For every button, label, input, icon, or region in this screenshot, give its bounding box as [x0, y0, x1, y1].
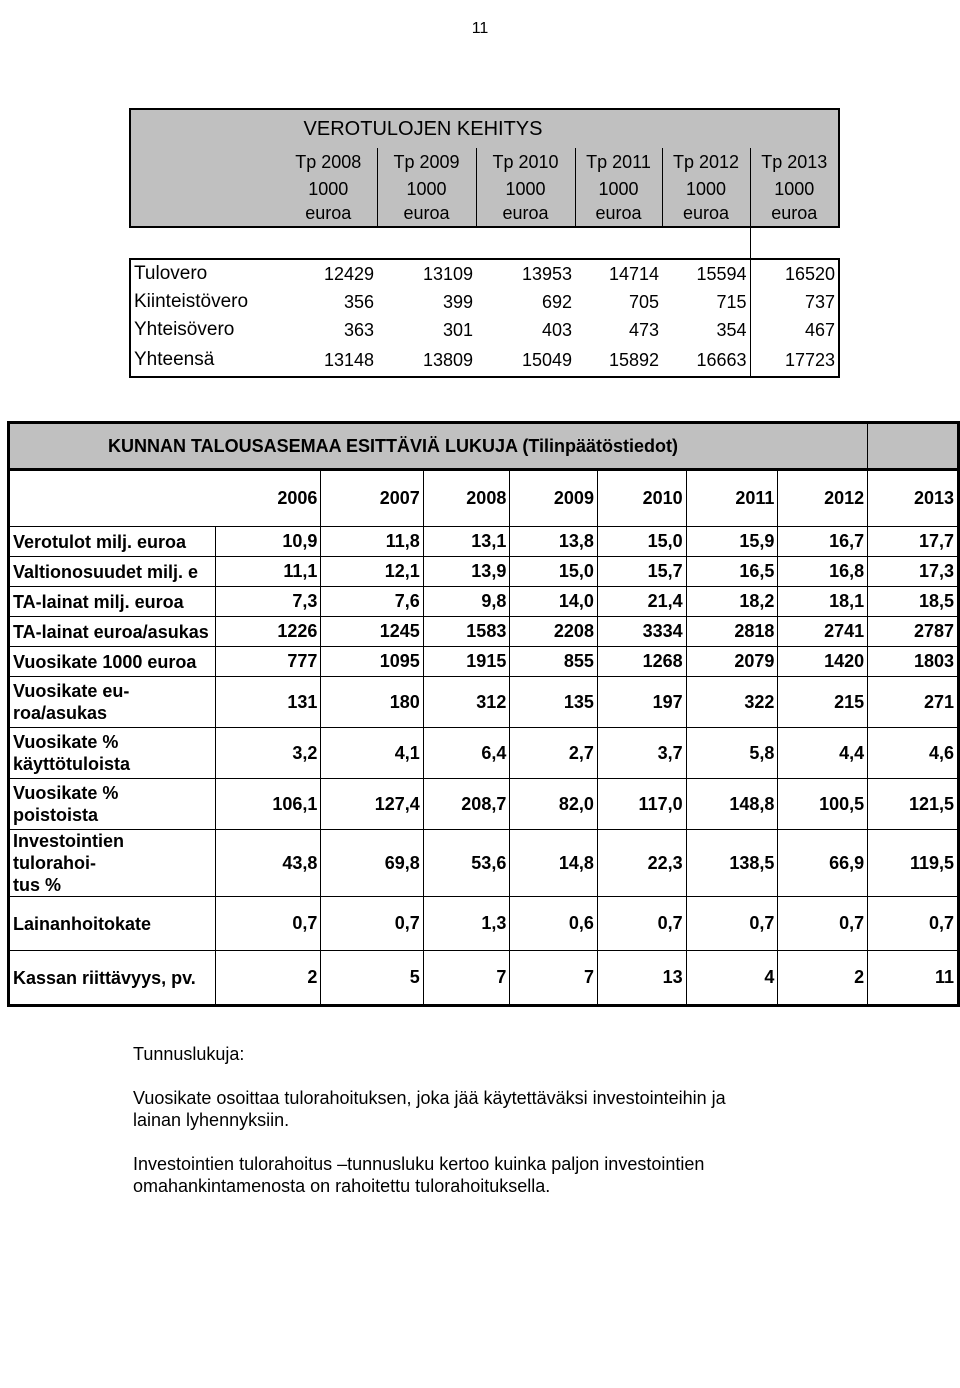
note-paragraph: Vuosikate osoittaa tulorahoituksen, joka jää käytettäväksi investointeihin ja lainan lyhennyksiin.	[133, 1088, 726, 1130]
unit-header: 1000 euroa	[476, 176, 575, 227]
year-header: Tp 2012	[662, 148, 750, 176]
unit-header: 1000 euroa	[575, 176, 662, 227]
table-row: TA-lainat milj. euroa 7,3 7,6 9,8 14,0 21,4 18,2 18,1 18,5	[9, 587, 959, 617]
tax-revenue-table	[129, 108, 840, 378]
notes-heading: Tunnuslukuja:	[133, 1044, 245, 1064]
year-header: 2012	[778, 470, 868, 527]
unit-header: 1000 euroa	[750, 176, 839, 227]
year-header: Tp 2008	[280, 148, 377, 176]
year-header: Tp 2010	[476, 148, 575, 176]
year-header: 2007	[321, 470, 423, 527]
notes-section	[133, 1043, 853, 1197]
table-row: Yhteisövero 363 301 403 473 354 467	[130, 316, 839, 344]
table-row: Vuosikate % poistoista 106,1 127,4 208,7 82,0 117,0 148,8 100,5 121,5	[9, 779, 959, 830]
table-title: VEROTULOJEN KEHITYS	[130, 109, 839, 148]
year-header: Tp 2011	[575, 148, 662, 176]
table-row: Investointien tulorahoi- tus % 43,8 69,8 53,6 14,8 22,3 138,5 66,9 119,5	[9, 830, 959, 897]
table-row: Vuosikate % käyttötuloista 3,2 4,1 6,4 2,7 3,7 5,8 4,4 4,6	[9, 728, 959, 779]
table-row: Yhteensä 13148 13809 15049 15892 16663 17723	[130, 344, 839, 377]
financial-indicators-table	[7, 421, 960, 1007]
unit-header: 1000 euroa	[377, 176, 476, 227]
page-number: 11	[471, 20, 489, 37]
table-row: Kassan riittävyys, pv. 2 5 7 7 13 4 2 11	[9, 951, 959, 1006]
year-header: 2006	[277, 488, 318, 508]
year-header: 2008	[423, 470, 510, 527]
year-header: 2013	[868, 470, 959, 527]
unit-header: 1000 euroa	[280, 176, 377, 227]
table-row: Lainanhoitokate 0,7 0,7 1,3 0,6 0,7 0,7 0,7 0,7	[9, 897, 959, 951]
note-paragraph: Investointien tulorahoitus –tunnusluku kertoo kuinka paljon investointien omahankintamenosta on rahoitettu tulorahoituksella.	[133, 1154, 705, 1196]
table-row: Vuosikate eu- roa/asukas 131 180 312 135 197 322 215 271	[9, 677, 959, 728]
table-row: Valtionosuudet milj. e 11,1 12,1 13,9 15,0 15,7 16,5 16,8 17,3	[9, 557, 959, 587]
table-row: Tulovero 12429 13109 13953 14714 15594 16520	[130, 259, 839, 288]
year-header: Tp 2009	[377, 148, 476, 176]
unit-header: 1000 euroa	[662, 176, 750, 227]
year-header: 2011	[686, 470, 778, 527]
year-header: 2009	[510, 470, 598, 527]
year-header: Tp 2013	[750, 148, 839, 176]
table-row: Verotulot milj. euroa 10,9 11,8 13,1 13,8 15,0 15,9 16,7 17,7	[9, 527, 959, 557]
year-header: 2010	[597, 470, 686, 527]
table-row: Kiinteistövero 356 399 692 705 715 737	[130, 288, 839, 316]
table-title: KUNNAN TALOUSASEMAA ESITTÄVIÄ LUKUJA (Tilinpäätöstiedot)	[9, 423, 868, 470]
table-row: TA-lainat euroa/asukas 1226 1245 1583 2208 3334 2818 2741 2787	[9, 617, 959, 647]
table-row: Vuosikate 1000 euroa 777 1095 1915 855 1268 2079 1420 1803	[9, 647, 959, 677]
